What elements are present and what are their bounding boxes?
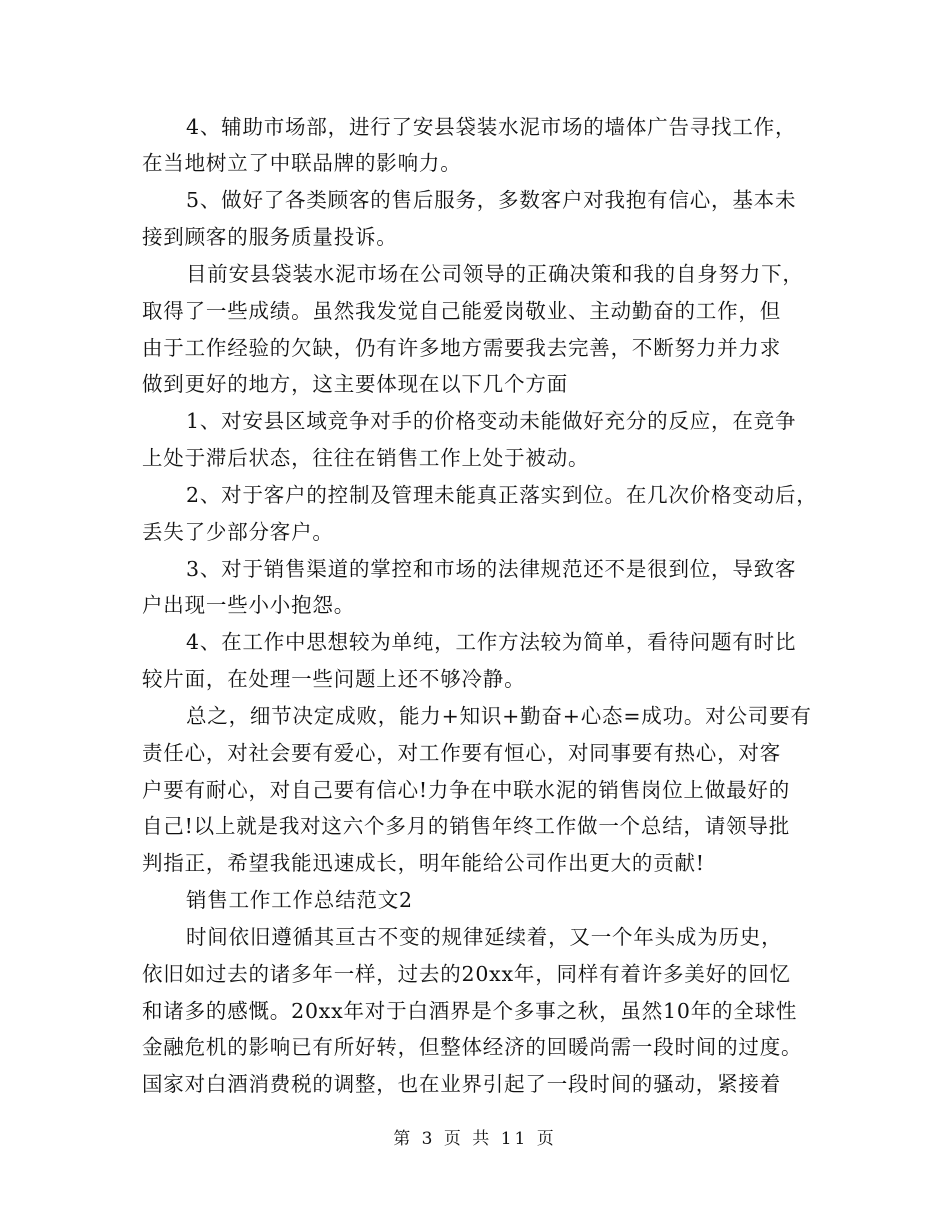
text-line: 户要有耐心，对自己要有信心!力争在中联水泥的销售岗位上做最好的 xyxy=(142,778,791,802)
page-number-footer: 第 3 页 共 11 页 xyxy=(393,1129,557,1149)
text-line: 5、做好了各类顾客的售后服务，多数客户对我抱有信心，基本未 xyxy=(186,188,797,212)
text-line: 和诸多的感慨。20xx年对于白酒界是个多事之秋，虽然10年的全球性 xyxy=(142,999,798,1023)
text-line: 丢失了少部分客户。 xyxy=(142,520,334,544)
text-line: 判指正，希望我能迅速成长，明年能给公司作出更大的贡献! xyxy=(142,851,705,875)
text-line: 上处于滞后状态，往往在销售工作上处于被动。 xyxy=(142,446,590,470)
text-line: 3、对于销售渠道的掌控和市场的法律规范还不是很到位，导致客 xyxy=(186,557,797,581)
text-line: 较片面，在处理一些问题上还不够冷静。 xyxy=(142,667,526,691)
text-line: 责任心，对社会要有爱心，对工作要有恒心，对同事要有热心，对客 xyxy=(142,741,781,765)
text-line: 4、在工作中思想较为单纯，工作方法较为简单，看待问题有时比 xyxy=(186,630,797,654)
text-line: 2、对于客户的控制及管理未能真正落实到位。在几次价格变动后， xyxy=(186,483,818,507)
text-line: 依旧如过去的诸多年一样，过去的20xx年，同样有着许多美好的回忆 xyxy=(142,962,791,986)
text-line: 取得了一些成绩。虽然我发觉自己能爱岗敬业、主动勤奋的工作，但 xyxy=(142,299,781,323)
text-line: 时间依旧遵循其亘古不变的规律延续着，又一个年头成为历史， xyxy=(186,925,783,949)
text-line: 户出现一些小小抱怨。 xyxy=(142,593,355,617)
text-line: 自己!以上就是我对这六个多月的销售年终工作做一个总结，请领导批 xyxy=(142,814,791,838)
text-line: 在当地树立了中联品牌的影响力。 xyxy=(142,151,462,175)
text-line: 接到顾客的服务质量投诉。 xyxy=(142,225,398,249)
text-line: 4、辅助市场部，进行了安县袋装水泥市场的墙体广告寻找工作， xyxy=(186,115,797,139)
text-line: 做到更好的地方，这主要体现在以下几个方面 xyxy=(142,372,568,396)
text-line: 由于工作经验的欠缺，仍有许多地方需要我去完善，不断努力并力求 xyxy=(142,336,781,360)
text-line: 国家对白酒消费税的调整，也在业界引起了一段时间的骚动，紧接着 xyxy=(142,1072,781,1096)
text-line: 金融危机的影响已有所好转，但整体经济的回暖尚需一段时间的过度。 xyxy=(142,1035,803,1059)
text-line: 目前安县袋装水泥市场在公司领导的正确决策和我的自身努力下， xyxy=(186,262,804,286)
text-line: 总之，细节决定成败，能力+知识+勤奋+心态=成功。对公司要有 xyxy=(186,704,812,728)
section-heading: 销售工作工作总结范文2 xyxy=(186,888,413,912)
text-line: 1、对安县区域竞争对手的价格变动未能做好充分的反应，在竞争 xyxy=(186,409,797,433)
